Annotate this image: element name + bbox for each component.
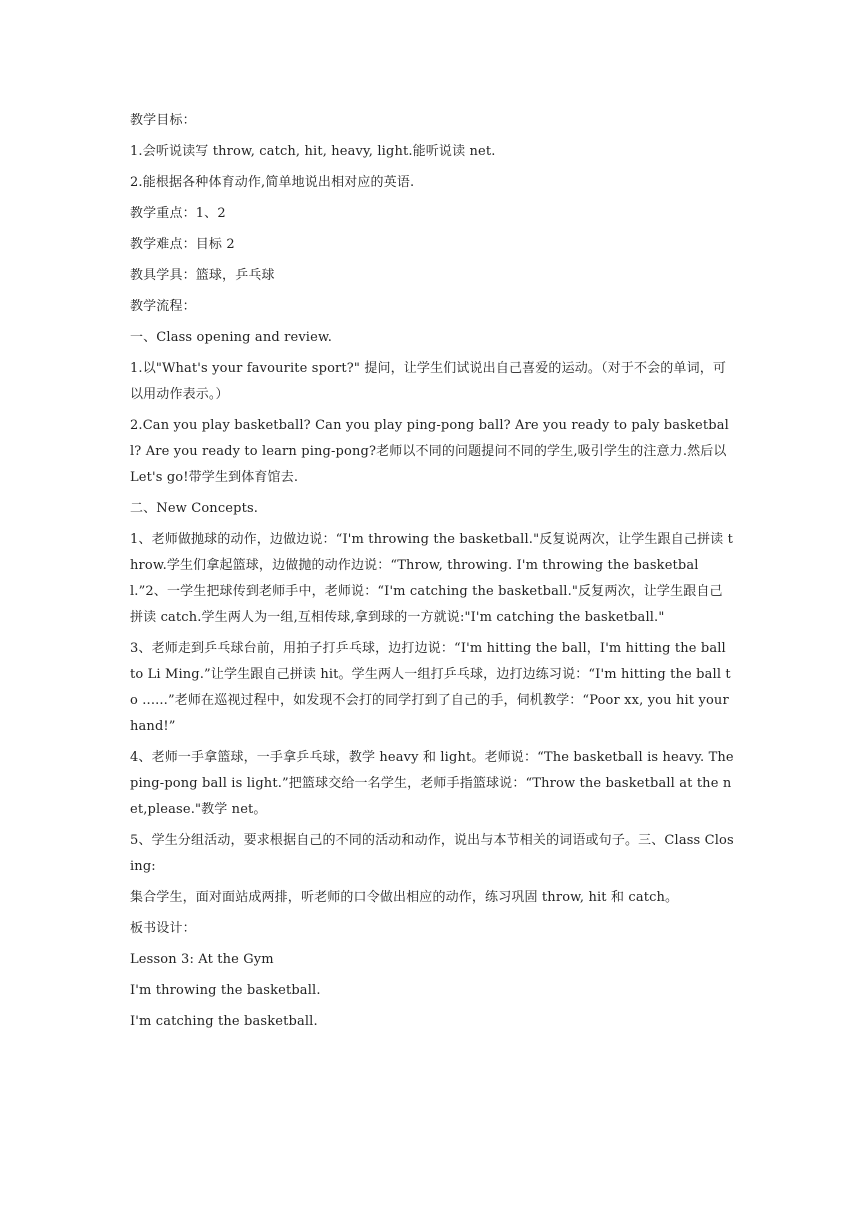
section-2-step-1: 1、老师做抛球的动作，边做边说：“I'm throwing the basketball."反复说两次，让学生跟自己拼读 throw.学生们拿起篮球，边做抛的动作边说：“Throw, throwing. I'm throwing the basketball.”2、一学生把球传到老师手中，老师说：“I'm catching the basketball."反复两次，让学生跟自己拼读 catch.学生两人为一组,互相传球,拿到球的一方就说:"I'm catching the basketball." — [130, 532, 733, 625]
closing-paragraph: 集合学生，面对面站成两排，听老师的口令做出相应的动作，练习巩固 throw, hit 和 catch。 — [130, 890, 679, 905]
board-line-2: I'm throwing the basketball. — [130, 983, 321, 998]
section-2-step-4: 4、老师一手拿篮球，一手拿乒乓球，教学 heavy 和 light。老师说：“The basketball is heavy. The ping-pong ball is light.”把篮球交给一名学生，老师手指篮球说：“Throw the basketball at the net,please."教学 net。 — [130, 750, 734, 817]
section-2-step-3: 3、老师走到乒乓球台前，用拍子打乒乓球，边打边说：“I'm hitting the ball，I'm hitting the ball to Li Ming.”让学生跟自己拼读 hit。学生两人一组打乒乓球，边打边练习说：“I'm hitting the ball to ......”老师在巡视过程中，如发现不会打的同学打到了自己的手，伺机教学：“Poor xx, you hit your hand!” — [130, 641, 731, 734]
objectives-heading: 教学目标： — [130, 113, 196, 128]
section-2-step-5: 5、学生分组活动，要求根据自己的不同的活动和动作，说出与本节相关的词语或句子。三、Class Closing: — [130, 833, 734, 874]
objective-2: 2.能根据各种体育动作,简单地说出相对应的英语. — [130, 175, 415, 190]
section-2-heading: 二、New Concepts. — [130, 501, 259, 516]
objective-1: 1.会听说读写 throw, catch, hit, heavy, light.能听说读 net. — [130, 144, 496, 159]
section-1-step-2: 2.Can you play basketball? Can you play ping-pong ball? Are you ready to paly basketball? Are you ready to learn ping-pong?老师以不同的问题提问不同的学生,吸引学生的注意力.然后以 Let's go!带学生到体育馆去. — [130, 418, 729, 485]
procedure-heading: 教学流程： — [130, 299, 196, 314]
board-line-3: I'm catching the basketball. — [130, 1014, 318, 1029]
section-1-heading: 一、Class opening and review. — [130, 330, 332, 345]
teaching-aids: 教具学具：篮球，乒乓球 — [130, 268, 275, 283]
difficult-points: 教学难点：目标 2 — [130, 237, 235, 252]
section-1-step-1: 1.以"What's your favourite sport?" 提问，让学生们试说出自己喜爱的运动。（对于不会的单词，可以用动作表示。） — [130, 361, 727, 402]
key-points: 教学重点：1、2 — [130, 206, 226, 221]
board-design-heading: 板书设计： — [130, 921, 196, 936]
board-line-1: Lesson 3: At the Gym — [130, 952, 274, 967]
document-body — [130, 108, 734, 1040]
